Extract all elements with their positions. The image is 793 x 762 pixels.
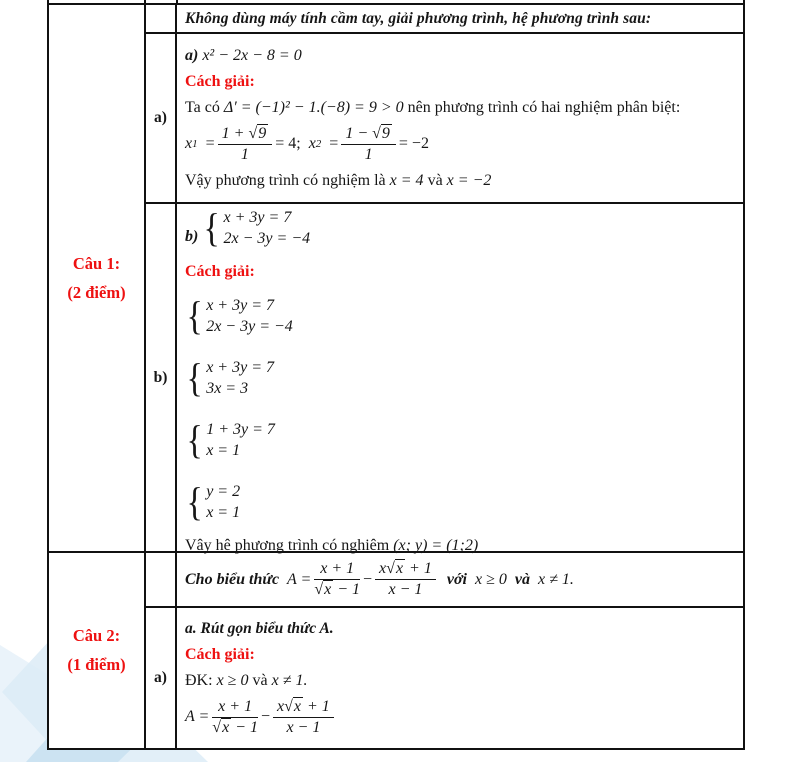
quadratic-equation: x² − 2x − 8 = 0 [202, 46, 302, 64]
expression-statement [185, 560, 737, 599]
system-step-line [185, 351, 737, 405]
fraction-1-den: √x − 1 [212, 718, 258, 736]
condition-and: và [514, 570, 530, 588]
solution-heading: Cách giải: [185, 262, 255, 280]
x2-denominator: 1 [364, 145, 373, 163]
sqrt-icon: √ [314, 581, 324, 598]
row-2a-label-cell [146, 608, 177, 748]
system-step-line [185, 413, 737, 467]
fraction-1 [212, 698, 258, 737]
fraction-2-den: x − 1 [286, 718, 321, 736]
conclusion-root1: x = 4 [389, 171, 424, 189]
part-label: a) [185, 46, 199, 64]
sqrt-icon: √ [386, 560, 395, 577]
system-5-eq1: y = 2 [206, 482, 241, 500]
system-5-eq2: x = 1 [206, 503, 241, 521]
equation-line [185, 47, 737, 65]
system-2 [185, 292, 293, 338]
sqrt-expression: √x [386, 560, 404, 577]
sqrt-icon: √ [284, 697, 293, 715]
A-expression-line [185, 698, 737, 737]
system-statement-line [185, 201, 737, 255]
brace-icon: { [186, 354, 203, 400]
A-lead: A = [185, 708, 210, 725]
row-1a-label-cell [146, 34, 177, 202]
dk-and: và [252, 671, 268, 689]
fraction-1 [314, 560, 360, 599]
table-border-tick [47, 0, 49, 4]
x1-equals: = [205, 135, 215, 152]
system-step-line [185, 475, 737, 529]
row-1a-content [177, 34, 743, 202]
question-1-header-row [146, 5, 743, 34]
table-row-1b [146, 204, 743, 554]
system-2-eq1: x + 3y = 7 [206, 296, 274, 314]
question-2-points: (1 điểm) [67, 655, 126, 674]
system-5 [185, 478, 241, 524]
x1-numerator: 1 + √9 [218, 125, 273, 145]
x1-var: x [185, 135, 193, 152]
system-3 [185, 354, 274, 400]
condition-with: với [446, 570, 467, 588]
row-1a-label: a) [154, 109, 167, 126]
minus-operator: − [260, 708, 270, 725]
dk-domain: x ≥ 0 [216, 671, 249, 689]
part-label: b) [185, 227, 199, 245]
system-4-eq1: 1 + 3y = 7 [206, 420, 275, 438]
x2-fraction [341, 125, 396, 164]
row-1b-content [177, 204, 743, 554]
A-lead: A = [287, 570, 312, 588]
conclusion-and: và [427, 171, 443, 189]
question-2-statement-cell [177, 553, 743, 606]
system-3-eq2: 3x = 3 [206, 379, 249, 397]
delta-math: Δ′ = (−1)² − 1.(−8) = 9 > 0 [223, 98, 404, 116]
solution-heading: Cách giải: [185, 645, 255, 663]
fraction-2 [273, 698, 334, 737]
sqrt-expression: √x [314, 581, 332, 598]
system-1-eq1: x + 3y = 7 [223, 208, 292, 226]
statement-pre: Cho biểu thức [185, 570, 280, 588]
system-4-eq2: x = 1 [206, 441, 241, 459]
fraction-2-num: x√x + 1 [273, 698, 334, 718]
sqrt-icon: √ [248, 124, 258, 142]
empty-label-cell [146, 5, 177, 32]
table-row-1a [146, 34, 743, 204]
subpart-title: a. Rút gọn biểu thức A. [185, 619, 334, 637]
dk-label: ĐK: [185, 671, 213, 689]
empty-label-cell [146, 553, 177, 606]
fraction-1-num: x + 1 [212, 698, 258, 718]
fraction-1-num: x + 1 [314, 560, 360, 580]
brace-icon: { [186, 478, 203, 524]
delta-line [185, 99, 737, 117]
table-border-tick [176, 0, 178, 4]
x1-result: = 4; [275, 135, 301, 152]
x2-var: x [308, 135, 316, 152]
row-1b-label: b) [153, 368, 168, 386]
question-1-statement: Không dùng máy tính cầm tay, giải phương trình, hệ phương trình sau: [185, 9, 652, 27]
sqrt-icon: √ [212, 718, 222, 736]
question-2-label-cell [49, 553, 146, 748]
x1-sub: 1 [192, 138, 198, 150]
sqrt-expression: √9 [248, 124, 267, 142]
system-2-eq2: 2x − 3y = −4 [206, 317, 293, 335]
fraction-2-den: x − 1 [388, 581, 423, 598]
question-1-label-cell [49, 5, 146, 551]
question-1-points: (2 điểm) [67, 282, 126, 302]
sqrt-expression: √x [212, 718, 230, 736]
roots-line [185, 125, 737, 164]
delta-pre-text: Ta có [185, 98, 220, 116]
brace-icon: { [186, 292, 203, 338]
table-row-2a [146, 608, 743, 748]
fraction-2-num: x√x + 1 [375, 560, 436, 580]
condition-domain: x ≥ 0 [474, 570, 507, 588]
conclusion-root2: x = −2 [446, 171, 492, 189]
question-1-band [49, 5, 743, 553]
table-border-tick [144, 0, 146, 4]
condition-line [185, 672, 737, 690]
dk-exclusion: x ≠ 1. [271, 671, 308, 689]
row-2a-label: a) [154, 669, 167, 686]
solution-heading: Cách giải: [185, 72, 255, 90]
x2-numerator: 1 − √9 [341, 125, 396, 145]
conclusion-line [185, 172, 737, 190]
fraction-1-den: √x − 1 [314, 581, 361, 598]
minus-operator: − [363, 570, 373, 588]
brace-icon: { [203, 204, 221, 250]
system-1-eq2: 2x − 3y = −4 [223, 229, 311, 247]
conclusion-pre: Vậy hệ phương trình có nghiệm [185, 536, 390, 554]
system-3-eq1: x + 3y = 7 [206, 358, 274, 376]
table-border-tick [743, 0, 745, 4]
x1-fraction [218, 125, 273, 164]
solution-table [47, 3, 745, 750]
sqrt-expression: √9 [372, 124, 390, 142]
question-1-statement-cell [177, 5, 743, 32]
condition-exclusion: x ≠ 1. [537, 570, 574, 588]
question-2-label: Câu 2: [72, 626, 121, 645]
question-2-header-row [146, 553, 743, 608]
system-step-line [185, 289, 737, 343]
system-4 [185, 416, 275, 462]
row-2a-content [177, 608, 743, 748]
x1-denominator: 1 [240, 145, 249, 163]
sqrt-expression: √x [284, 697, 301, 715]
delta-post-text: nên phương trình có hai nghiệm phân biệt: [407, 98, 681, 116]
question-2-content-column [146, 553, 743, 748]
system-1 [202, 204, 311, 250]
conclusion-pre: Vậy phương trình có nghiệm là [185, 171, 386, 189]
conclusion-pair: (x; y) = (1;2) [393, 536, 479, 554]
sqrt-icon: √ [372, 124, 381, 142]
row-1b-label-cell [146, 204, 177, 551]
x2-sub: 2 [315, 138, 322, 150]
conclusion-line [185, 537, 737, 555]
fraction-2 [375, 560, 436, 599]
question-1-label: Câu 1: [72, 253, 121, 273]
x2-equals: = [329, 135, 339, 152]
question-2-band [49, 553, 743, 748]
brace-icon: { [186, 416, 203, 462]
x2-result: = −2 [398, 135, 429, 152]
question-1-content-column [146, 5, 743, 554]
